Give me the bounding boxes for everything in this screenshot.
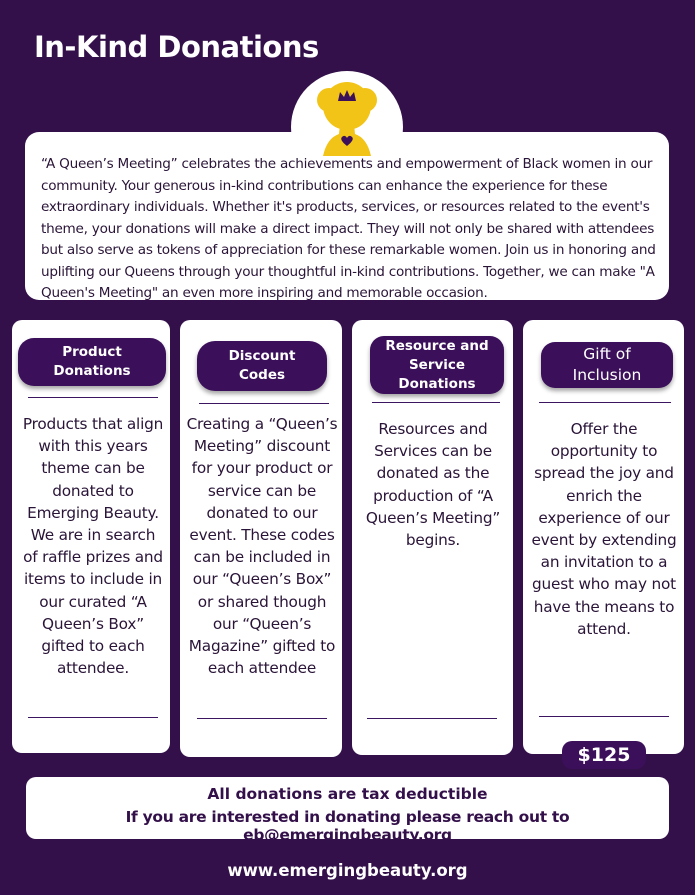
- tax-deductible-note: All donations are tax deductible: [207, 785, 488, 803]
- card-title-discount-codes: [197, 341, 327, 391]
- card-title-resource-service-donations: [370, 336, 504, 394]
- card-title-line: Resource and: [385, 337, 489, 354]
- card-title-line: Donations: [53, 363, 131, 379]
- card-description: Resources and Services can be donated as the production of “A Queen’s Meeting” begins.: [365, 420, 501, 550]
- contact-note: If you are interested in donating please reach out to eb@emergingbeauty.org: [125, 808, 570, 844]
- divider: [367, 718, 497, 719]
- intro-text: “A Queen’s Meeting” celebrates the achievements and empowerment of Black women in our community. Your generous in-kind contributions can enhance the experience for these extraordinary individuals. Whether it's products, services, or resources related to the event's theme, your donations will make a direct impact. They will not only be shared with attendees but also serve as tokens of appreciation for these remarkable women. Join us in honoring and uplifting our Queens through your thoughtful in-kind contributions. Together, we can make "A Queen's Meeting" an even more inspiring and memorable occasion.: [41, 156, 656, 301]
- card-description: Creating a “Queen’s Meeting” discount for your product or service can be donated to our event. These codes can be included in our “Queen’s Box” or shared though our “Queen’s Magazine” gifted to each attendee: [186, 415, 338, 678]
- price-badge: $125: [562, 741, 646, 769]
- card-title-line: Donations: [398, 375, 476, 392]
- card-title-line: Product: [62, 344, 122, 360]
- card-description: Products that align with this years theme can be donated to Emerging Beauty. We are in search of raffle prizes and items to include in our curated “A Queen’s Box” gifted to each attendee.: [22, 415, 164, 678]
- card-title-line: Gift of: [583, 345, 631, 363]
- page-title: In-Kind Donations: [34, 30, 319, 64]
- website-link[interactable]: www.emergingbeauty.org: [227, 861, 468, 880]
- footer-card: [26, 777, 669, 844]
- card-title-line: Service: [408, 356, 466, 373]
- card-title-line: Codes: [238, 367, 286, 383]
- divider: [372, 402, 500, 403]
- card-description: Offer the opportunity to spread the joy and enrich the experience of our event by extending an invitation to a guest who may not have the means to attend.: [531, 420, 677, 638]
- divider: [539, 402, 671, 403]
- divider: [539, 716, 669, 717]
- card-title-product-donations: [18, 338, 166, 386]
- queen-silhouette-icon: [315, 80, 379, 156]
- divider: [197, 718, 327, 719]
- divider: [28, 397, 158, 398]
- card-title-line: Inclusion: [572, 366, 642, 384]
- divider: [199, 403, 329, 404]
- card-title-gift-of-inclusion: [541, 342, 673, 388]
- divider: [28, 717, 158, 718]
- card-title-line: Discount: [228, 348, 296, 364]
